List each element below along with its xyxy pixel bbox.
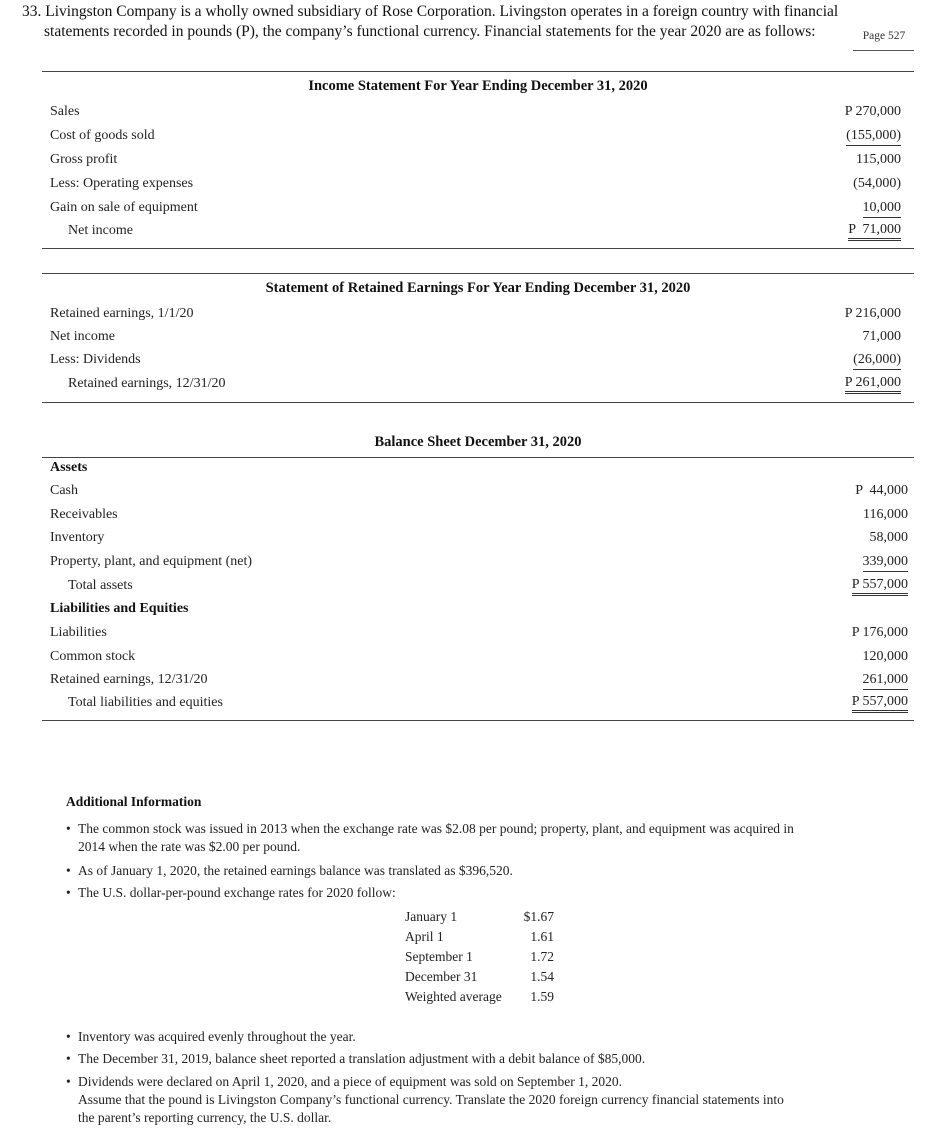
rate-value: 1.72 (530, 949, 554, 964)
bullet-text: Assume that the pound is Livingston Company’s functional currency. Translate the 2020 foreign currency financial statements into (78, 1092, 784, 1107)
retained-row-value: 71,000 (862, 329, 901, 344)
question-line-2: statements recorded in pounds (P), the company’s functional currency. Financial statements for the year 2020 are as follows: (44, 23, 816, 40)
total-assets-label: Total assets (68, 578, 133, 593)
income-statement-top-rule (42, 71, 914, 72)
retained-row-label: Net income (50, 329, 115, 344)
bullet-text: Inventory was acquired evenly throughout the year. (78, 1029, 356, 1044)
retained-earnings-bottom-rule (42, 402, 914, 403)
income-row-label: Gross profit (50, 152, 118, 167)
income-row-value: (155,000) (846, 128, 901, 146)
liability-row-value: 120,000 (862, 649, 908, 664)
bullet-text: Dividends were declared on April 1, 2020, and a piece of equipment was sold on September 1, 2020. (78, 1074, 622, 1089)
rate-label: January 1 (405, 909, 458, 924)
income-row-value: P 270,000 (844, 104, 901, 119)
question-line-1: 33. Livingston Company is a wholly owned subsidiary of Rose Corporation. Livingston operates in a foreign country with financial (22, 3, 839, 20)
rate-value: 1.61 (530, 929, 554, 944)
income-statement-bottom-rule (42, 248, 914, 249)
bullet-text: 2014 when the rate was $2.00 per pound. (78, 839, 301, 854)
page-reference: Page 527 (862, 30, 906, 42)
rate-label: April 1 (405, 929, 444, 944)
bullet-text: The U.S. dollar-per-pound exchange rates for 2020 follow: (78, 885, 396, 900)
balance-sheet-title: Balance Sheet December 31, 2020 (374, 434, 582, 450)
liability-row-value: P 176,000 (851, 625, 908, 640)
bullet-marker: • (66, 1074, 71, 1089)
bullet-item (66, 1028, 886, 1046)
bullet-marker: • (66, 1051, 71, 1066)
income-row-value: (54,000) (853, 176, 901, 191)
income-row-value: 115,000 (856, 152, 901, 167)
liability-row-label: Retained earnings, 12/31/20 (50, 672, 208, 687)
rate-value: 1.59 (530, 989, 554, 1004)
income-row-label: Gain on sale of equipment (50, 200, 198, 215)
bullet-text: the parent’s reporting currency, the U.S. dollar. (78, 1110, 332, 1125)
retained-earnings-title: Statement of Retained Earnings For Year Ending December 31, 2020 (265, 280, 691, 296)
rate-label: December 31 (405, 969, 478, 984)
income-statement-title: Income Statement For Year Ending December 31, 2020 (308, 78, 648, 94)
liability-row-label: Common stock (50, 649, 136, 664)
bullet-marker: • (66, 863, 71, 878)
bullet-item (66, 884, 886, 902)
bullet-item (66, 820, 886, 856)
retained-earnings-top-rule (42, 273, 914, 274)
total-assets-value: P 557,000 (852, 577, 908, 596)
additional-info-title: Additional Information (66, 794, 202, 809)
assets-heading: Assets (50, 460, 88, 475)
retained-total-label: Retained earnings, 12/31/20 (68, 376, 226, 391)
retained-row-label: Retained earnings, 1/1/20 (50, 306, 194, 321)
liability-row-label: Liabilities (50, 625, 107, 640)
liabilities-heading: Liabilities and Equities (50, 601, 189, 616)
asset-row-label: Property, plant, and equipment (net) (50, 554, 253, 569)
page-reference-rule (853, 50, 914, 51)
income-row-value: 10,000 (863, 200, 902, 218)
income-row-label: Less: Operating expenses (50, 176, 194, 191)
bullet-item (66, 1073, 886, 1127)
rate-label: Weighted average (405, 989, 502, 1004)
asset-row-value: 116,000 (863, 507, 908, 522)
asset-row-value: P 44,000 (855, 483, 908, 498)
total-liabilities-label: Total liabilities and equities (68, 695, 223, 710)
liability-row-value: 261,000 (863, 672, 909, 690)
bullet-marker: • (66, 885, 71, 900)
income-total-value: P 71,000 (848, 222, 901, 241)
total-liabilities-value: P 557,000 (852, 694, 908, 713)
income-total-label: Net income (68, 223, 133, 238)
bullet-item (66, 1050, 886, 1068)
income-row-label: Cost of goods sold (50, 128, 155, 143)
asset-row-value: 58,000 (869, 530, 908, 545)
asset-row-label: Cash (50, 483, 78, 498)
asset-row-label: Receivables (50, 507, 118, 522)
balance-sheet-top-rule (42, 457, 914, 458)
asset-row-label: Inventory (50, 530, 105, 545)
question-text (22, 2, 862, 42)
asset-row-value: 339,000 (863, 554, 909, 572)
bullet-marker: • (66, 821, 71, 836)
retained-row-label: Less: Dividends (50, 352, 141, 367)
balance-sheet-bottom-rule (42, 720, 914, 721)
retained-row-value: P 216,000 (844, 306, 901, 321)
bullet-text: As of January 1, 2020, the retained earnings balance was translated as $396,520. (78, 863, 513, 878)
bullet-item (66, 862, 886, 880)
rate-value: 1.54 (530, 969, 554, 984)
retained-total-value: P 261,000 (845, 375, 901, 394)
retained-row-value: (26,000) (853, 352, 901, 370)
rate-value: $1.67 (523, 909, 554, 924)
bullet-text: The common stock was issued in 2013 when the exchange rate was $2.08 per pound; property, plant, and equipment was acquired in (78, 821, 794, 836)
rate-label: September 1 (405, 949, 473, 964)
bullet-text: The December 31, 2019, balance sheet reported a translation adjustment with a debit balance of $85,000. (78, 1051, 646, 1066)
income-row-label: Sales (50, 104, 80, 119)
bullet-marker: • (66, 1029, 71, 1044)
